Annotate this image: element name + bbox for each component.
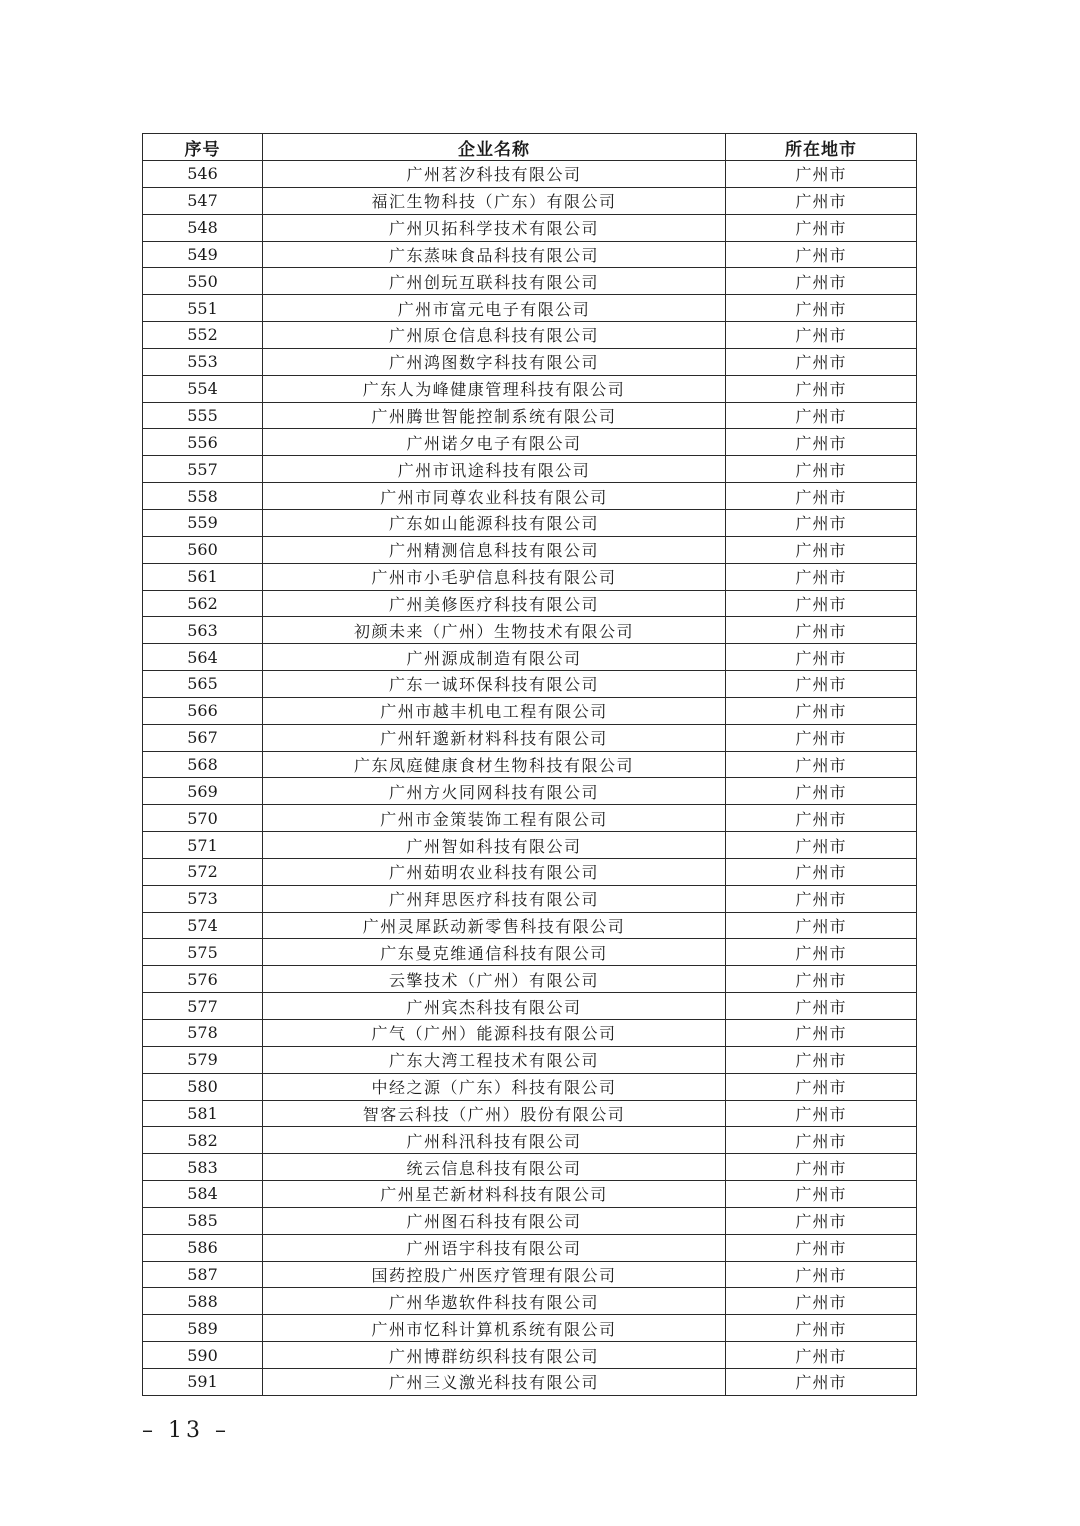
table-row [143,805,917,832]
city-cell: 广州市 [726,697,917,724]
city-cell: 广州市 [726,805,917,832]
company-name-cell: 广州语宇科技有限公司 [263,1234,726,1261]
table-row [143,509,917,536]
serial-number-cell: 570 [143,805,263,832]
serial-number-cell: 582 [143,1127,263,1154]
city-cell: 广州市 [726,912,917,939]
city-cell: 广州市 [726,429,917,456]
table-row [143,536,917,563]
company-name-cell: 广东凤庭健康食材生物科技有限公司 [263,751,726,778]
city-cell: 广州市 [726,885,917,912]
serial-number-cell: 568 [143,751,263,778]
serial-number-cell: 559 [143,509,263,536]
city-cell: 广州市 [726,1234,917,1261]
city-cell: 广州市 [726,1368,917,1395]
table-row [143,858,917,885]
serial-number-cell: 558 [143,483,263,510]
serial-number-cell: 550 [143,268,263,295]
table-row [143,751,917,778]
company-name-cell: 广州三义激光科技有限公司 [263,1368,726,1395]
company-name-cell: 广州图石科技有限公司 [263,1207,726,1234]
company-name-cell: 广州智如科技有限公司 [263,832,726,859]
company-name-cell: 广州原仓信息科技有限公司 [263,322,726,349]
city-cell: 广州市 [726,778,917,805]
serial-number-cell: 573 [143,885,263,912]
city-cell: 广州市 [726,858,917,885]
company-name-cell: 国药控股广州医疗管理有限公司 [263,1261,726,1288]
table-row [143,348,917,375]
city-cell: 广州市 [726,966,917,993]
city-cell: 广州市 [726,187,917,214]
city-cell: 广州市 [726,268,917,295]
city-cell: 广州市 [726,1207,917,1234]
table-row [143,1315,917,1342]
table-row [143,939,917,966]
city-cell: 广州市 [726,295,917,322]
company-name-cell: 初颜未来（广州）生物技术有限公司 [263,617,726,644]
company-name-cell: 福汇生物科技（广东）有限公司 [263,187,726,214]
city-cell: 广州市 [726,1046,917,1073]
company-name-cell: 广东大湾工程技术有限公司 [263,1046,726,1073]
table-row [143,1234,917,1261]
company-name-cell: 广州市富元电子有限公司 [263,295,726,322]
table-row [143,1261,917,1288]
table-row [143,375,917,402]
serial-number-cell: 546 [143,161,263,188]
table-row [143,912,917,939]
city-cell: 广州市 [726,617,917,644]
company-table-container [142,133,916,1396]
company-name-cell: 广州博群纺织科技有限公司 [263,1342,726,1369]
company-name-cell: 广气（广州）能源科技有限公司 [263,1020,726,1047]
serial-number-cell: 588 [143,1288,263,1315]
serial-number-cell: 585 [143,1207,263,1234]
city-cell: 广州市 [726,751,917,778]
serial-number-cell: 567 [143,724,263,751]
city-cell: 广州市 [726,348,917,375]
city-cell: 广州市 [726,939,917,966]
serial-number-cell: 557 [143,456,263,483]
city-cell: 广州市 [726,402,917,429]
serial-number-cell: 572 [143,858,263,885]
serial-number-cell: 549 [143,241,263,268]
serial-number-cell: 566 [143,697,263,724]
serial-number-cell: 587 [143,1261,263,1288]
company-name-cell: 广州宾杰科技有限公司 [263,993,726,1020]
serial-number-cell: 581 [143,1100,263,1127]
serial-number-cell: 552 [143,322,263,349]
table-row [143,1127,917,1154]
company-name-cell: 广州华遨软件科技有限公司 [263,1288,726,1315]
table-row [143,644,917,671]
table-row [143,456,917,483]
header-serial-number: 序号 [143,134,263,161]
table-row [143,402,917,429]
company-name-cell: 广州灵犀跃动新零售科技有限公司 [263,912,726,939]
company-name-cell: 广州精测信息科技有限公司 [263,536,726,563]
table-row [143,322,917,349]
serial-number-cell: 571 [143,832,263,859]
table-row [143,1073,917,1100]
serial-number-cell: 555 [143,402,263,429]
city-cell: 广州市 [726,1073,917,1100]
table-row [143,590,917,617]
city-cell: 广州市 [726,1100,917,1127]
table-row [143,832,917,859]
company-name-cell: 广州创玩互联科技有限公司 [263,268,726,295]
serial-number-cell: 565 [143,671,263,698]
serial-number-cell: 577 [143,993,263,1020]
city-cell: 广州市 [726,1127,917,1154]
table-row [143,617,917,644]
company-table [142,133,917,1396]
table-row [143,563,917,590]
city-cell: 广州市 [726,563,917,590]
serial-number-cell: 586 [143,1234,263,1261]
table-row [143,241,917,268]
company-name-cell: 广州鸿图数字科技有限公司 [263,348,726,375]
company-name-cell: 中经之源（广东）科技有限公司 [263,1073,726,1100]
table-row [143,1342,917,1369]
header-company-name: 企业名称 [263,134,726,161]
table-row [143,214,917,241]
city-cell: 广州市 [726,322,917,349]
serial-number-cell: 553 [143,348,263,375]
company-name-cell: 广州市越丰机电工程有限公司 [263,697,726,724]
company-name-cell: 广州腾世智能控制系统有限公司 [263,402,726,429]
table-row [143,1046,917,1073]
serial-number-cell: 560 [143,536,263,563]
serial-number-cell: 580 [143,1073,263,1100]
serial-number-cell: 584 [143,1181,263,1208]
city-cell: 广州市 [726,536,917,563]
city-cell: 广州市 [726,671,917,698]
table-row [143,1181,917,1208]
city-cell: 广州市 [726,214,917,241]
table-row [143,885,917,912]
company-name-cell: 广州诺夕电子有限公司 [263,429,726,456]
serial-number-cell: 561 [143,563,263,590]
serial-number-cell: 589 [143,1315,263,1342]
company-name-cell: 云擎技术（广州）有限公司 [263,966,726,993]
table-row [143,1368,917,1395]
city-cell: 广州市 [726,1020,917,1047]
city-cell: 广州市 [726,1342,917,1369]
company-name-cell: 广州美修医疗科技有限公司 [263,590,726,617]
table-row [143,483,917,510]
company-name-cell: 广州贝拓科学技术有限公司 [263,214,726,241]
company-name-cell: 广州拜思医疗科技有限公司 [263,885,726,912]
table-row [143,1207,917,1234]
city-cell: 广州市 [726,1288,917,1315]
city-cell: 广州市 [726,590,917,617]
company-name-cell: 广州方火同网科技有限公司 [263,778,726,805]
company-name-cell: 广州市金策装饰工程有限公司 [263,805,726,832]
table-row [143,187,917,214]
company-name-cell: 广东一诚环保科技有限公司 [263,671,726,698]
table-row [143,1020,917,1047]
serial-number-cell: 548 [143,214,263,241]
city-cell: 广州市 [726,724,917,751]
company-name-cell: 广州市讯途科技有限公司 [263,456,726,483]
city-cell: 广州市 [726,993,917,1020]
city-cell: 广州市 [726,832,917,859]
city-cell: 广州市 [726,456,917,483]
table-row [143,724,917,751]
serial-number-cell: 564 [143,644,263,671]
serial-number-cell: 554 [143,375,263,402]
table-row [143,429,917,456]
company-name-cell: 广州市小毛驴信息科技有限公司 [263,563,726,590]
city-cell: 广州市 [726,644,917,671]
table-row [143,671,917,698]
company-name-cell: 广东如山能源科技有限公司 [263,509,726,536]
company-name-cell: 广东人为峰健康管理科技有限公司 [263,375,726,402]
city-cell: 广州市 [726,241,917,268]
company-name-cell: 广州轩邈新材料科技有限公司 [263,724,726,751]
table-row [143,161,917,188]
serial-number-cell: 575 [143,939,263,966]
table-header-row [143,134,917,161]
table-row [143,1154,917,1181]
serial-number-cell: 583 [143,1154,263,1181]
city-cell: 广州市 [726,161,917,188]
city-cell: 广州市 [726,375,917,402]
table-row [143,966,917,993]
company-name-cell: 广州茗汐科技有限公司 [263,161,726,188]
table-row [143,1288,917,1315]
table-row [143,1100,917,1127]
company-name-cell: 智客云科技（广州）股份有限公司 [263,1100,726,1127]
city-cell: 广州市 [726,1154,917,1181]
company-name-cell: 广东曼克维通信科技有限公司 [263,939,726,966]
city-cell: 广州市 [726,1315,917,1342]
company-name-cell: 广东蒸味食品科技有限公司 [263,241,726,268]
serial-number-cell: 562 [143,590,263,617]
table-row [143,697,917,724]
company-name-cell: 广州星芒新材料科技有限公司 [263,1181,726,1208]
serial-number-cell: 574 [143,912,263,939]
company-name-cell: 广州科汛科技有限公司 [263,1127,726,1154]
company-name-cell: 广州源成制造有限公司 [263,644,726,671]
serial-number-cell: 591 [143,1368,263,1395]
serial-number-cell: 547 [143,187,263,214]
serial-number-cell: 569 [143,778,263,805]
serial-number-cell: 551 [143,295,263,322]
city-cell: 广州市 [726,509,917,536]
city-cell: 广州市 [726,483,917,510]
serial-number-cell: 563 [143,617,263,644]
table-row [143,778,917,805]
city-cell: 广州市 [726,1181,917,1208]
header-city: 所在地市 [726,134,917,161]
serial-number-cell: 578 [143,1020,263,1047]
table-row [143,268,917,295]
page-number: – 13 – [142,1418,230,1443]
table-row [143,993,917,1020]
serial-number-cell: 576 [143,966,263,993]
company-name-cell: 广州茹明农业科技有限公司 [263,858,726,885]
serial-number-cell: 556 [143,429,263,456]
city-cell: 广州市 [726,1261,917,1288]
serial-number-cell: 579 [143,1046,263,1073]
table-row [143,295,917,322]
company-name-cell: 广州市同尊农业科技有限公司 [263,483,726,510]
serial-number-cell: 590 [143,1342,263,1369]
company-name-cell: 广州市忆科计算机系统有限公司 [263,1315,726,1342]
company-name-cell: 统云信息科技有限公司 [263,1154,726,1181]
table-body [143,161,917,1396]
